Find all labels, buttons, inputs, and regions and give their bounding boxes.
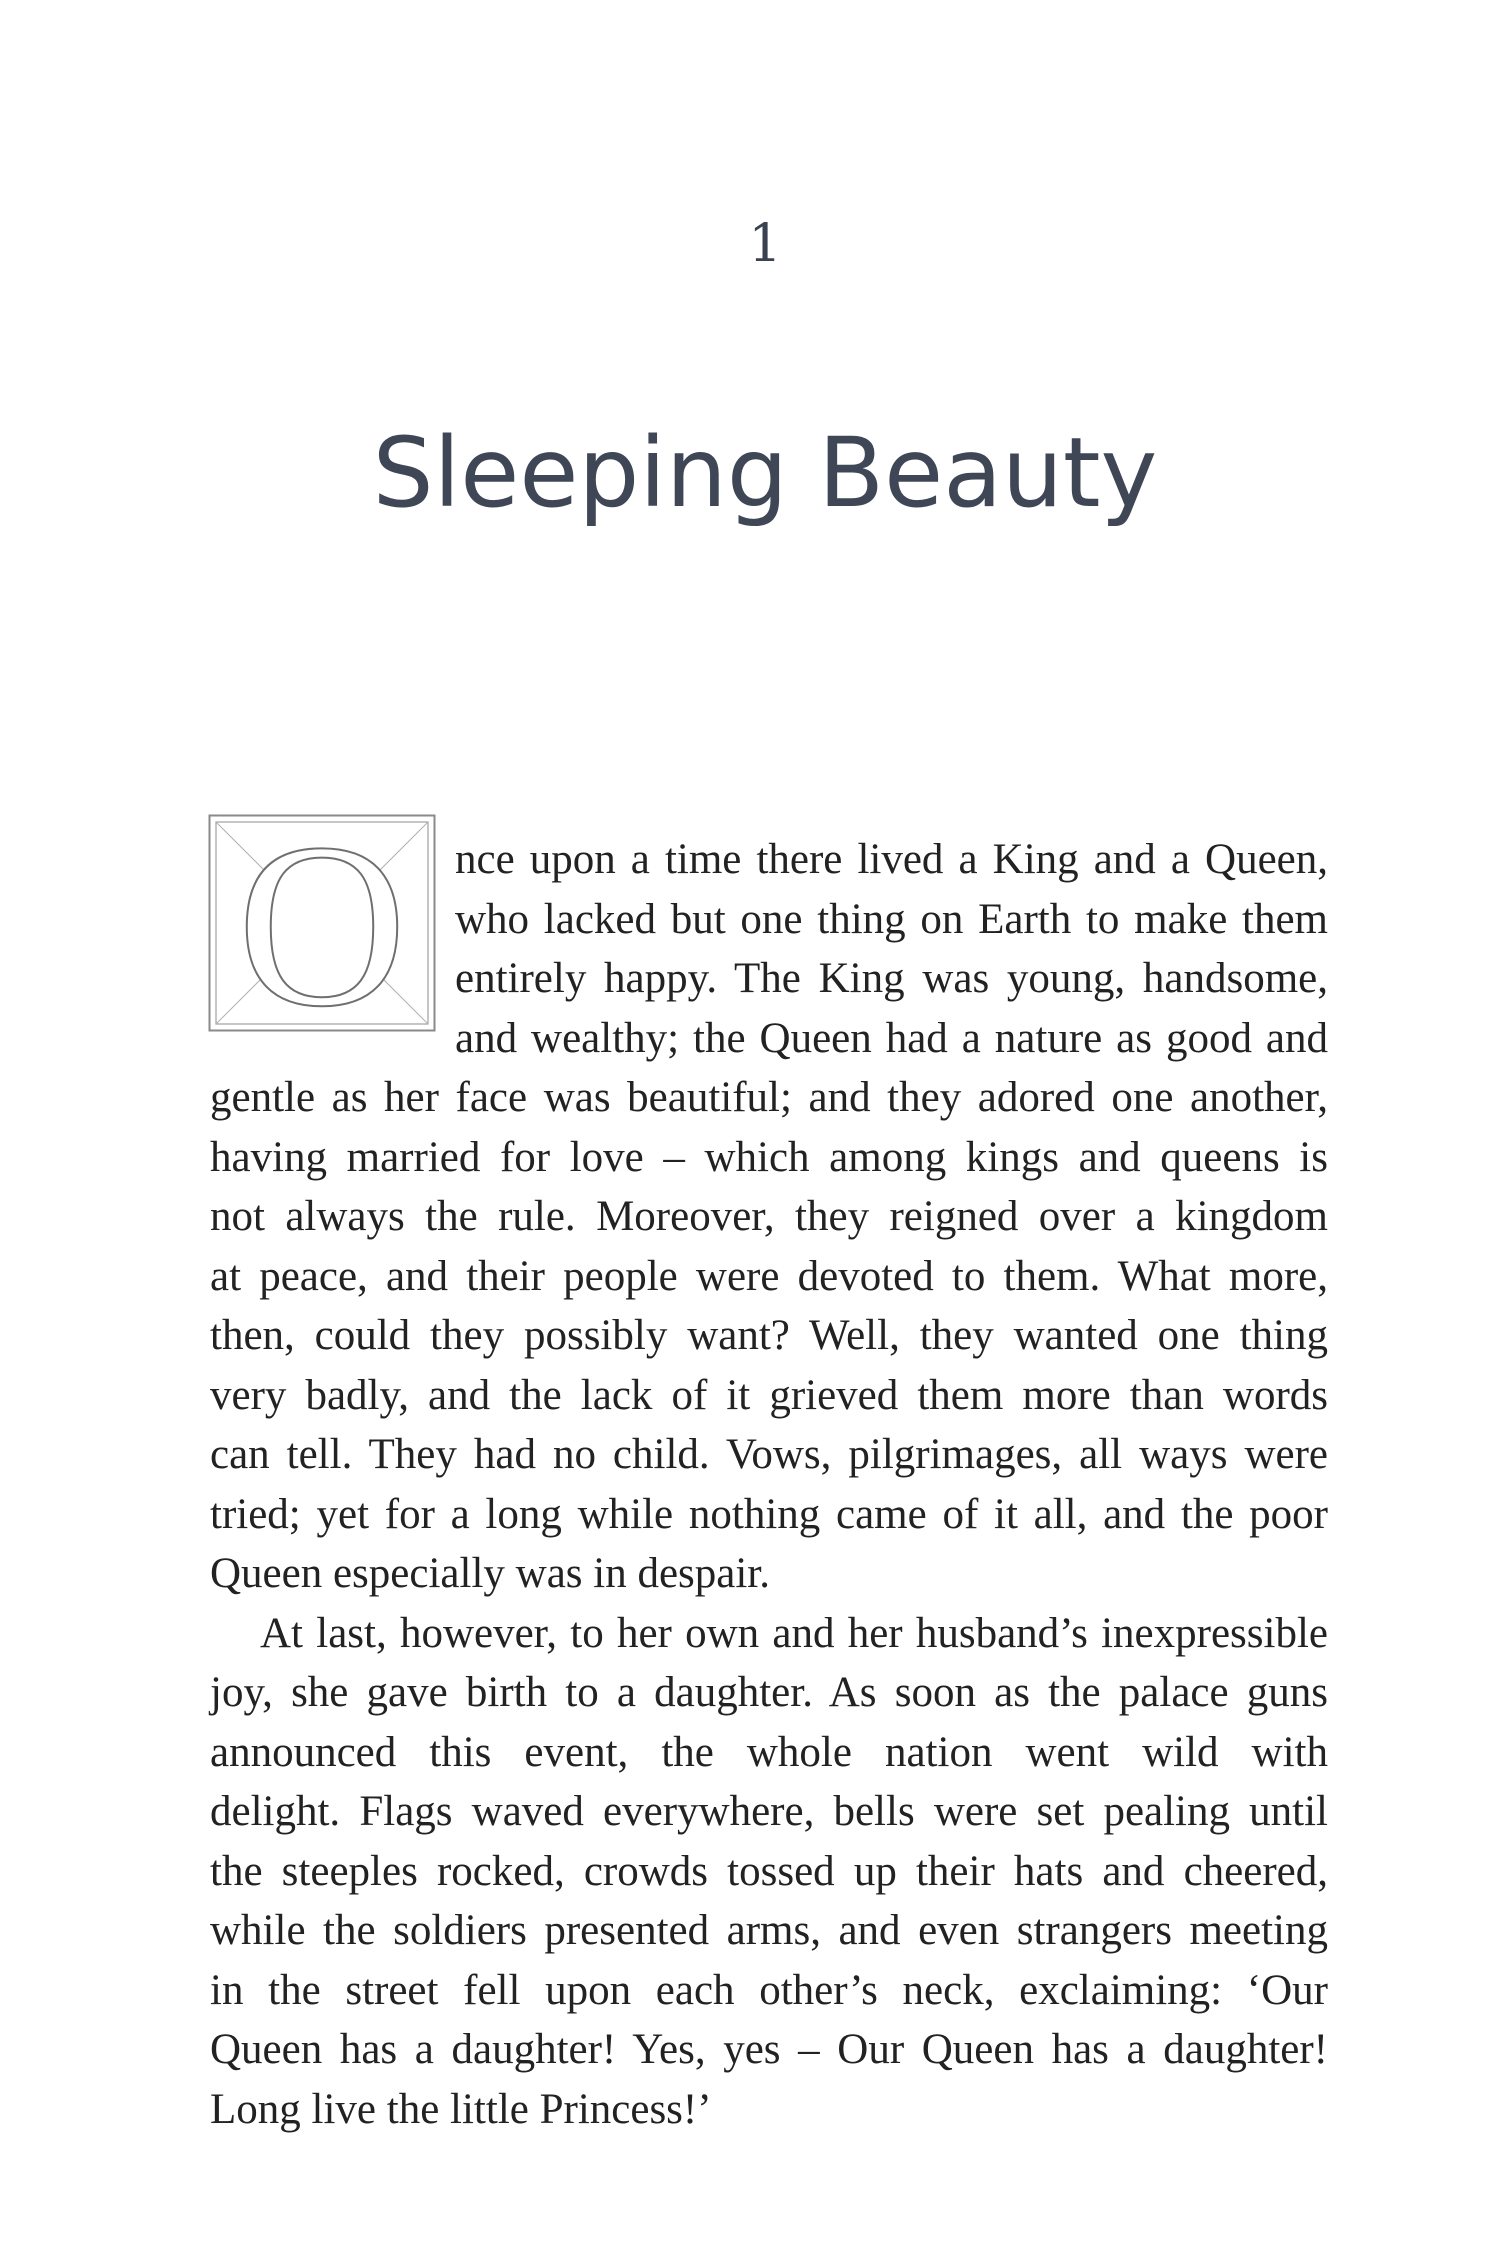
text-line: at peace, and their people were devoted to them. What more,	[210, 1252, 1328, 1300]
text-line: not always the rule. Moreover, they reigned over a kingdom	[210, 1193, 1328, 1240]
text-line: gentle as her face was beautiful; and they adored one another,	[210, 1074, 1328, 1121]
text-line: can tell. They had no child. Vows, pilgrimages, all ways were	[210, 1431, 1328, 1478]
paragraph-1	[210, 830, 1328, 1604]
text-line: entirely happy. The King was young, handsome,	[455, 955, 1328, 1002]
chapter-title: Sleeping Beauty	[372, 417, 1158, 529]
text-line: very badly, and the lack of it grieved them more than words	[210, 1371, 1328, 1419]
text-line: tried; yet for a long while nothing came of it all, and the poor	[210, 1490, 1328, 1538]
text-line: Long live the little Princess!’	[210, 2085, 712, 2133]
body-text	[210, 830, 1328, 2139]
text-line: having married for love – which among kings and queens is	[210, 1133, 1328, 1181]
text-line: the steeples rocked, crowds tossed up their hats and cheered,	[210, 1847, 1328, 1895]
text-line: in the street fell upon each other’s neck, exclaiming: ‘Our	[210, 1966, 1328, 2014]
text-line: then, could they possibly want? Well, they wanted one thing	[210, 1312, 1328, 1359]
text-line: Queen especially was in despair.	[210, 1550, 771, 1597]
text-line: joy, she gave birth to a daughter. As soon as the palace guns	[210, 1669, 1328, 1716]
drop-cap-letter: O	[237, 814, 407, 1032]
chapter-number: 1	[748, 214, 782, 274]
text-line: Queen has a daughter! Yes, yes – Our Queen has a daughter!	[210, 2026, 1328, 2073]
text-line: while the soldiers presented arms, and even strangers meeting	[210, 1907, 1328, 1954]
text-line: At last, however, to her own and her husband’s inexpressible	[260, 1609, 1328, 1657]
text-line: and wealthy; the Queen had a nature as good and	[455, 1014, 1328, 1062]
text-line: announced this event, the whole nation went wild with	[210, 1728, 1328, 1776]
paragraph-2	[210, 1604, 1328, 2140]
text-line: delight. Flags waved everywhere, bells were set pealing until	[210, 1788, 1328, 1835]
text-line: nce upon a time there lived a King and a Queen,	[455, 836, 1328, 883]
text-line: who lacked but one thing on Earth to make them	[455, 895, 1328, 943]
